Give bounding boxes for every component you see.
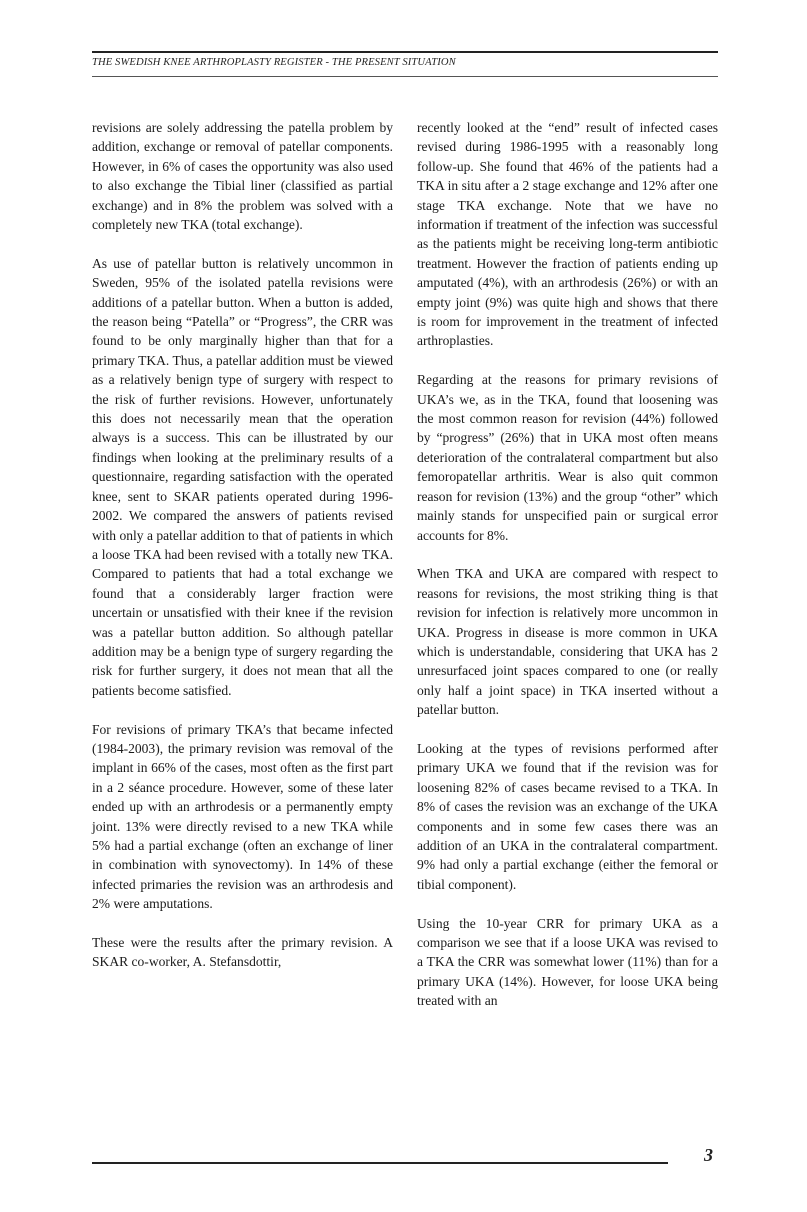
paragraph: When TKA and UKA are compared with respect to reasons for revisions, the most striking thing is that revision for infection is relatively more uncommon in UKA. Progress in disease is more common in UKA which is understandable, considering that UKA has 2 unresurfaced joint spaces compared to one (or really only half a joint space) in TKA inserted without a patellar button. (417, 566, 718, 718)
header-bottom-rule (92, 76, 718, 77)
paragraph: These were the results after the primary revision. A SKAR co-worker, A. Stefansdottir, (92, 935, 393, 970)
paragraph: revisions are solely addressing the patella problem by addition, exchange or removal of patellar components. However, in 6% of cases the opportunity was also used to also exchange the Tibial liner (classified as partial exchange) and in 8% the problem was solved with a completely new TKA (total exchange). (92, 120, 393, 233)
footer-rule (92, 1162, 668, 1164)
left-text-column (92, 118, 393, 972)
running-header-title: THE SWEDISH KNEE ARTHROPLASTY REGISTER - THE PRESENT SITUATION (92, 57, 456, 68)
paragraph: Looking at the types of revisions performed after primary UKA we found that if the revision was for loosening 82% of cases became revised to a TKA. In 8% of cases the revision was an exchange of the UKA components and in some few cases there was an addition of an UKA in the contralateral compartment. 9% had only a partial exchange (either the femoral or tibial component). (417, 740, 718, 892)
page-number: 3 (704, 1145, 713, 1165)
paragraph: As use of patellar button is relatively uncommon in Sweden, 95% of the isolated patella revisions were additions of a patellar button. When a button is added, the reason being “Patella” or “Progress”, the CRR was found to be only marginally higher than that for a primary TKA. Thus, a patellar addition must be viewed as a relatively benign type of surgery with respect to the risk of further revisions. However, unfortunately this does not necessarily mean that the operation always is a success. This can be illustrated by our findings when looking at the preliminary results of a questionnaire, regarding satisfaction with the operated knee, sent to SKAR patients operated during 1996-2002. We compared the answers of patients revised with only a patellar addition to that of patients in which a loose TKA had been revised with a totally new TKA. Compared to patients that had a total exchange we found that a considerably larger fraction were uncertain or unsatisfied with their knee if the revision was a patellar button addition. So although patellar addition may be a benign type of surgery regarding the risk for further surgery, it does not mean that all the patients become satisfied. (92, 255, 393, 698)
paragraph: Using the 10-year CRR for primary UKA as a comparison we see that if a loose UKA was revised to a TKA the CRR was somewhat lower (11%) than for a primary UKA (14%). However, for loose UKA being treated with an (417, 915, 718, 1009)
right-text-column (417, 118, 718, 1011)
paragraph: recently looked at the “end” result of infected cases revised during 1986-1995 with a reasonably long follow-up. She found that 46% of the patients had a TKA in situ after a 2 stage exchange and 12% after one stage TKA exchange. Note that we have no information if treatment of the infection was successful as the patients might be receiving long-term antibiotic treatment. However the fraction of patients ending up amputated (4%), with an arthrodesis (26%) or with an empty joint (9%) was quite high and shows that there is room for improvement in the treatment of infected arthroplasties. (417, 120, 718, 349)
header-top-rule (92, 51, 718, 53)
paragraph: Regarding at the reasons for primary revisions of UKA’s we, as in the TKA, found that loosening was the most common reason for revision (44%) followed by “progress” (26%) that in UKA most often means deterioration of the contralateral compartment but also femoropatellar arthritis. Wear is also quit common reason for revision (13%) and the group “other” which mainly stands for unspecified pain or surgical error accounts for 8%. (417, 372, 718, 543)
paragraph: For revisions of primary TKA’s that became infected (1984-2003), the primary revision was removal of the implant in 66% of the cases, most often as the first part in a 2 séance procedure. However, some of these later ended up with an arthrodesis or a permanently empty joint. 13% were directly revised to a new TKA while 5% had a partial exchange (often an exchange of liner in combination with synovectomy). In 14% of these infected primaries the revision was an arthrodesis and 2% were amputations. (92, 721, 393, 912)
